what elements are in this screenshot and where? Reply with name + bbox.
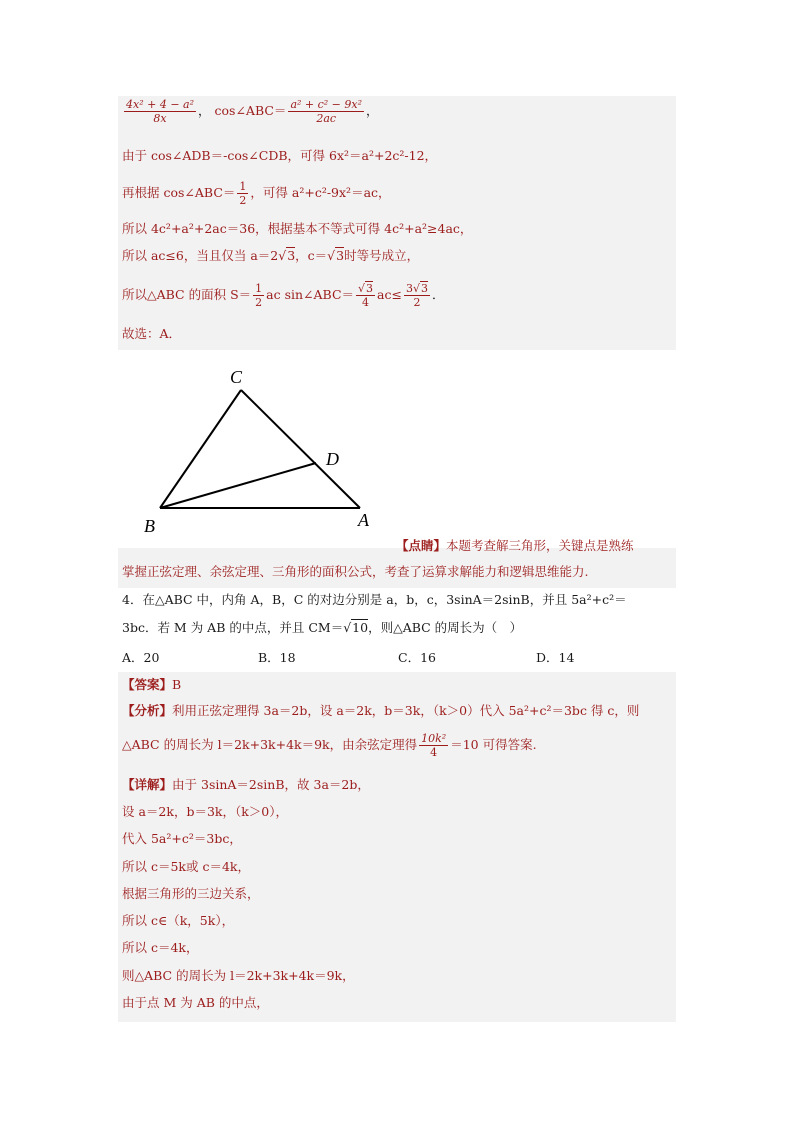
answer-line: 【答案】B <box>122 677 182 692</box>
comment-line-1: 【点睛】本题考查解三角形，关键点是熟练 <box>396 538 634 553</box>
label-b: B <box>144 516 155 536</box>
triangle-diagram <box>120 350 394 548</box>
label-d: D <box>326 449 339 469</box>
fraction-1: $\frac{\text{4x² + 4 − a²}}{8x}$ <box>126 98 194 125</box>
solution-line-3: 再根据 cos∠ABC＝ $\frac{1}{2}$ ，可得 a²+c²-9x²＝ac， <box>122 180 391 207</box>
detail-line: 则△ABC 的周长为 l＝2k+3k+4k＝9k， <box>122 968 355 983</box>
question-line-2: 3bc．若 M 为 AB 的中点，并且 CM＝√10，则△ABC 的周长为（ ） <box>122 620 523 635</box>
detail-line: 根据三角形的三边关系， <box>122 886 260 901</box>
detail-line: 代入 5a²+c²＝3bc， <box>122 831 242 846</box>
solution-line-4: 所以 4c²+a²+2ac＝36，根据基本不等式可得 4c²+a²≥4ac， <box>122 221 473 236</box>
detail-line: 所以 c＝5k或 c＝4k， <box>122 859 251 874</box>
solution-line-2: 由于 cos∠ADB＝-cos∠CDB，可得 6x²＝a²+2c²-12， <box>122 148 438 163</box>
detail-line: 所以 c＝4k， <box>122 940 199 955</box>
edge-bc <box>160 390 241 508</box>
label-c: C <box>230 367 243 387</box>
detail-line-1: 【详解】由于 3sinA＝2sinB，故 3a＝2b， <box>122 777 370 792</box>
triangle-figure <box>120 350 394 548</box>
segment-bd <box>160 463 316 508</box>
option-c: C．16 <box>398 650 436 665</box>
detail-line: 由于点 M 为 AB 的中点， <box>122 995 269 1010</box>
edge-ca <box>241 390 360 508</box>
option-b: B．18 <box>258 650 296 665</box>
solution-line-6: 所以△ABC 的面积 S＝ $\frac{1}{2}$ ac sin∠ABC＝ $\frac{√3}{4}$ ac≤ $\frac{3√3}{2}$ ． <box>122 282 445 309</box>
question-line-1: 4．在△ABC 中，内角 A，B，C 的对边分别是 a，b，c，3sinA＝2sinB，并且 5a²+c²＝ <box>122 592 627 607</box>
solution-line-1: $\frac{\text{4x² + 4 − a²}}{8x}$ ， cos∠ABC＝ $\frac{\text{a² + c² − 9x²}}{2ac}$ ， <box>126 98 379 125</box>
fraction-half: $\frac{1}{2}$ <box>239 180 247 207</box>
comment-line-2: 掌握正弦定理、余弦定理、三角形的面积公式，考查了运算求解能力和逻辑思维能力. <box>122 564 589 579</box>
solution-line-5: 所以 ac≤6，当且仅当 a＝2√3，c＝√3时等号成立， <box>122 248 420 263</box>
solution-line-7: 故选：A． <box>122 326 182 341</box>
detail-line: 所以 c∈（k，5k）， <box>122 913 235 928</box>
label-a: A <box>358 510 369 530</box>
option-a: A．20 <box>122 650 160 665</box>
analysis-line-2: △ABC 的周长为 l＝2k+3k+4k＝9k，由余弦定理得 $\frac{\text{10k²}}{4}$ ＝10 可得答案. <box>122 732 537 759</box>
fraction-2: $\frac{\text{a² + c² − 9x²}}{2ac}$ <box>290 98 363 125</box>
option-d: D．14 <box>536 650 575 665</box>
analysis-line-1: 【分析】利用正弦定理得 3a＝2b，设 a＝2k，b＝3k，（k＞0）代入 5a²+c²＝3bc 得 c，则 <box>122 703 640 718</box>
detail-line: 设 a＝2k，b＝3k，（k＞0）， <box>122 804 289 819</box>
